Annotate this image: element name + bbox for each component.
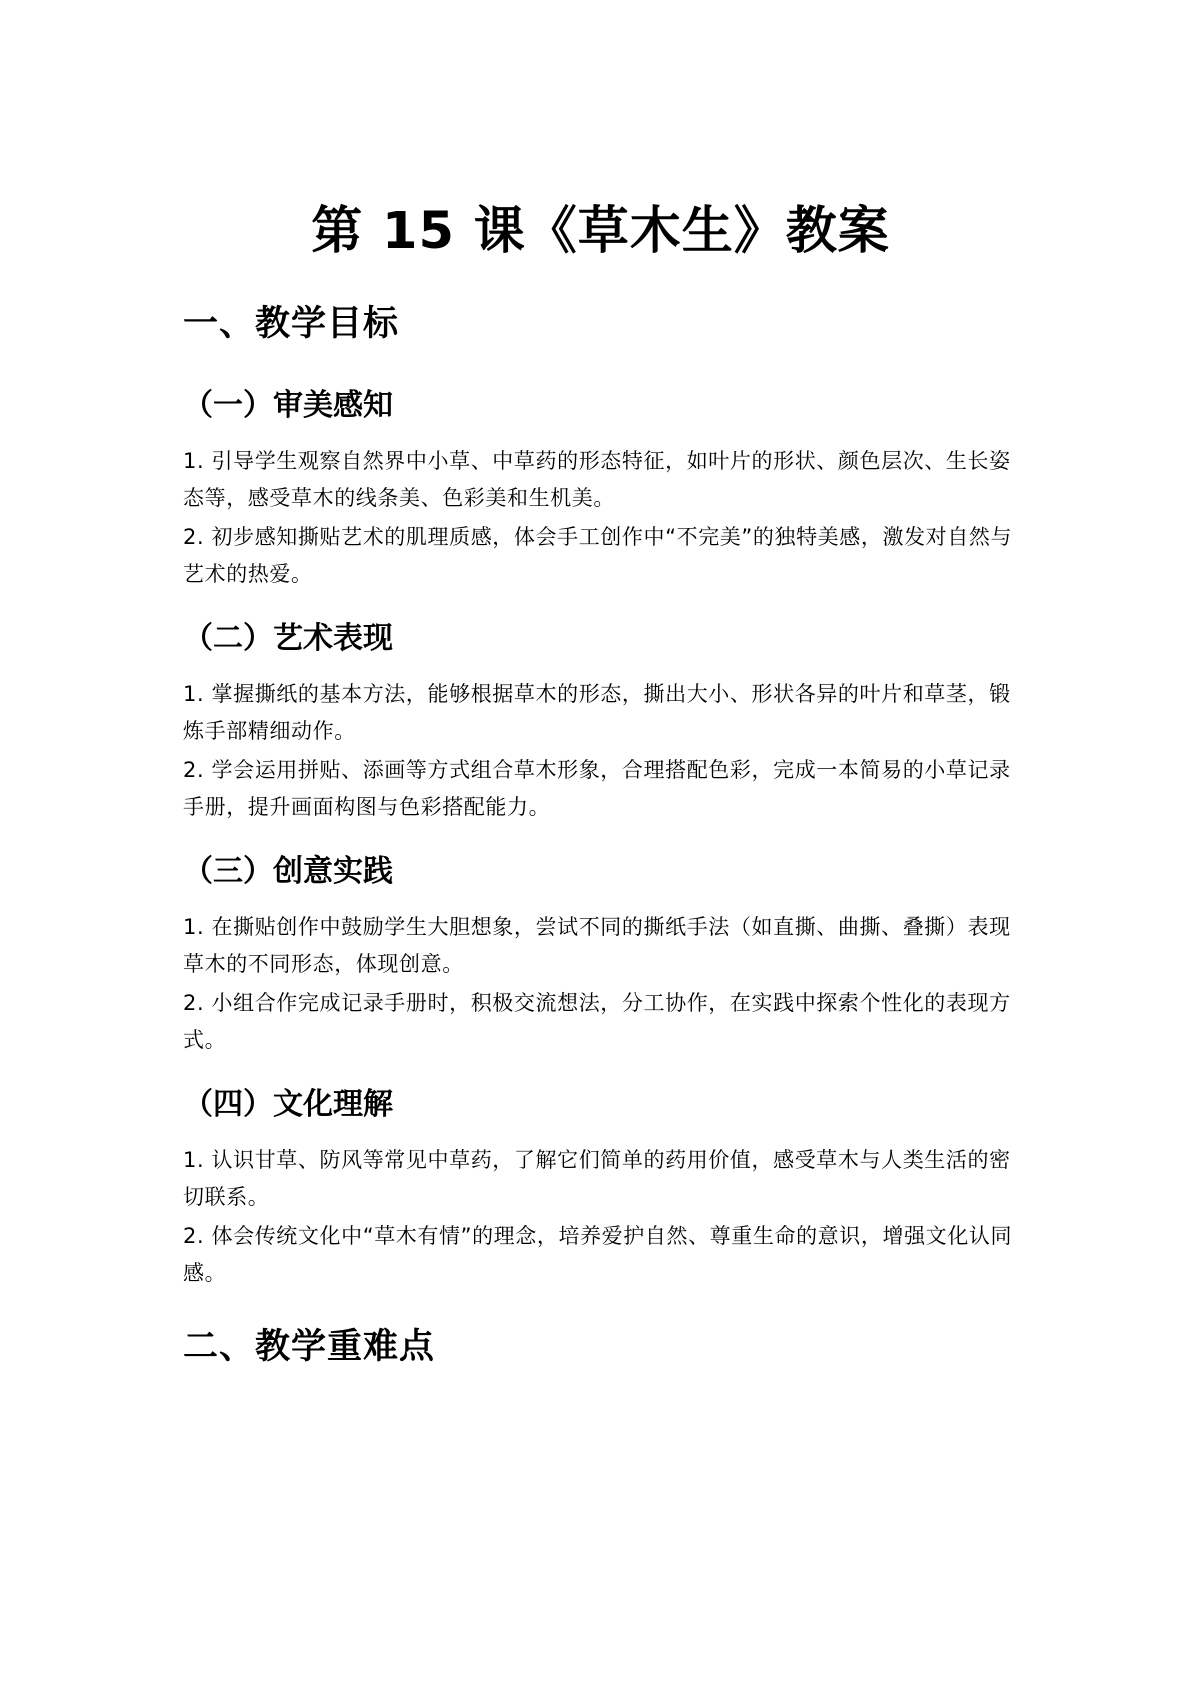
document-title: 第 15 课《草木生》教案 — [311, 202, 890, 261]
subsection-heading-aesthetic-perception: （一）审美感知 — [183, 388, 393, 423]
section-heading-key-points: 二、教学重难点 — [183, 1327, 436, 1367]
paragraph-item: 2. 初步感知撕贴艺术的肌理质感，体会手工创作中“不完美”的独特美感，激发对自然与艺术的热爱。 — [183, 525, 1013, 586]
paragraph-item: 1. 掌握撕纸的基本方法，能够根据草木的形态，撕出大小、形状各异的叶片和草茎，锻炼手部精细动作。 — [183, 682, 1011, 743]
subsection-heading-creative-practice: （三）创意实践 — [183, 854, 393, 889]
subsection-heading-cultural-understanding: （四）文化理解 — [183, 1087, 393, 1122]
section-heading-objectives: 一、教学目标 — [183, 304, 400, 344]
paragraph-item: 1. 在撕贴创作中鼓励学生大胆想象，尝试不同的撕纸手法（如直撕、曲撕、叠撕）表现草木的不同形态，体现创意。 — [183, 915, 1011, 976]
paragraph-item: 2. 学会运用拼贴、添画等方式组合草木形象，合理搭配色彩，完成一本简易的小草记录手册，提升画面构图与色彩搭配能力。 — [183, 758, 1011, 819]
paragraph-item: 1. 引导学生观察自然界中小草、中草药的形态特征，如叶片的形状、颜色层次、生长姿态等，感受草木的线条美、色彩美和生机美。 — [183, 449, 1011, 510]
subsection-heading-artistic-expression: （二）艺术表现 — [183, 621, 393, 656]
paragraph-item: 1. 认识甘草、防风等常见中草药，了解它们简单的药用价值，感受草木与人类生活的密切联系。 — [183, 1148, 1011, 1209]
paragraph-item: 2. 小组合作完成记录手册时，积极交流想法，分工协作，在实践中探索个性化的表现方式。 — [183, 991, 1011, 1052]
paragraph-item: 2. 体会传统文化中“草木有情”的理念，培养爱护自然、尊重生命的意识，增强文化认同感。 — [183, 1224, 1013, 1285]
